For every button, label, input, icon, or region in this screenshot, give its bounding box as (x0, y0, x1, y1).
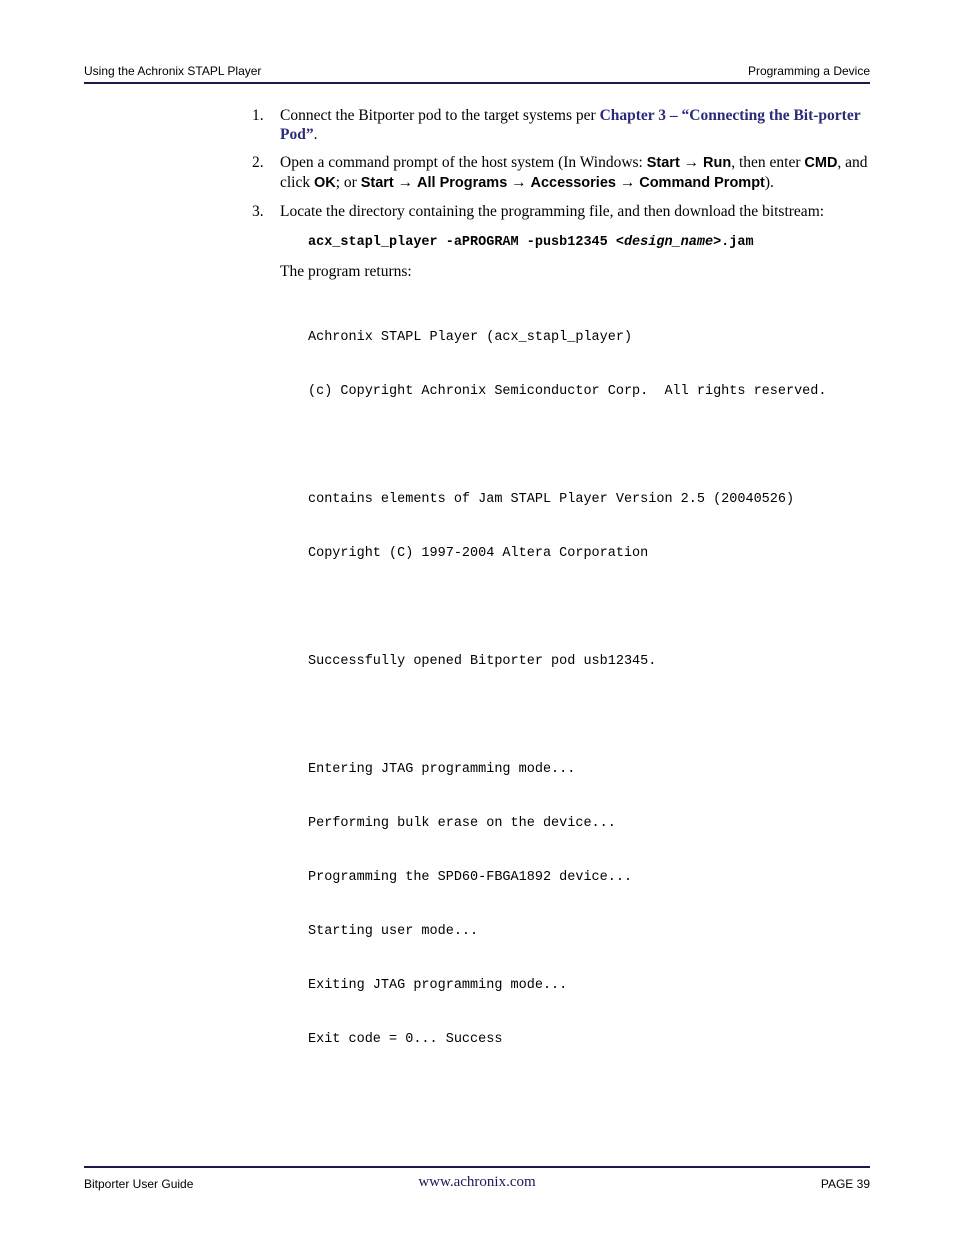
output-line: Successfully opened Bitporter pod usb12345. (308, 654, 657, 669)
ui-start: Start (646, 155, 680, 171)
step-text: Locate the directory containing the programming file, and then download the bitstream: (280, 203, 825, 220)
header-rule (84, 82, 870, 84)
header-left: Using the Achronix STAPL Player (84, 64, 262, 78)
step-3 (252, 202, 872, 221)
returns-label: The program returns: (280, 263, 412, 280)
output-line: Entering JTAG programming mode... (308, 762, 576, 777)
footer-rule (84, 1166, 870, 1168)
step-text: ). (764, 174, 774, 191)
footer-left: Bitporter User Guide (84, 1177, 194, 1191)
step-number: 2. (252, 154, 264, 171)
output-line: Copyright (C) 1997-2004 Altera Corporation (308, 546, 649, 561)
step-text: ; or (335, 174, 361, 191)
command-suffix: >.jam (713, 235, 754, 250)
arrow-icon: → (397, 174, 414, 191)
main-content (252, 106, 872, 1085)
footer-website-link[interactable]: www.achronix.com (418, 1174, 536, 1190)
output-line: (c) Copyright Achronix Semiconductor Corp. All rights reserved. (308, 384, 827, 399)
step-number: 1. (252, 107, 264, 124)
ui-start: Start (360, 175, 394, 191)
output-line (308, 707, 872, 725)
step-text: . (313, 126, 318, 143)
program-output (308, 293, 872, 1085)
step-2 (252, 153, 872, 193)
command-prefix: acx_stapl_player -aPROGRAM -pusb12345 < (308, 235, 624, 250)
step-number: 3. (252, 203, 264, 220)
output-line: contains elements of Jam STAPL Player Version 2.5 (20040526) (308, 492, 795, 507)
step-text: , then enter (731, 154, 805, 171)
step-1 (252, 106, 872, 144)
output-line (308, 599, 872, 617)
command-line (308, 233, 872, 252)
page-number: PAGE 39 (820, 1177, 870, 1191)
command-placeholder: design_name (623, 235, 714, 250)
output-line: Programming the SPD60-FBGA1892 device... (308, 870, 633, 885)
ui-run: Run (703, 155, 732, 171)
output-line: Exit code = 0... Success (308, 1032, 503, 1047)
step-text: Open a command prompt of the host system (In Windows: (280, 154, 647, 171)
ui-ok: OK (314, 175, 336, 191)
ui-all-programs: All Programs (417, 175, 508, 191)
step-text: , and click (280, 154, 868, 191)
step-text: Connect the Bitporter pod to the target systems per (280, 107, 600, 124)
arrow-icon: → (511, 174, 527, 191)
output-line: Starting user mode... (308, 924, 479, 939)
output-line: Exiting JTAG programming mode... (308, 978, 568, 993)
output-line: Achronix STAPL Player (acx_stapl_player) (308, 330, 633, 345)
arrow-icon: → (683, 154, 700, 171)
header-right: Programming a Device (747, 64, 870, 78)
ui-accessories: Accessories (530, 175, 616, 191)
ui-cmd: CMD (804, 155, 838, 171)
chapter-link[interactable]: Chapter 3 – “Connecting the Bit-porter Pod” (280, 107, 861, 143)
output-line (308, 437, 872, 455)
ui-command-prompt: Command Prompt (639, 175, 765, 191)
output-line: Performing bulk erase on the device... (308, 816, 616, 831)
arrow-icon: → (619, 174, 636, 191)
